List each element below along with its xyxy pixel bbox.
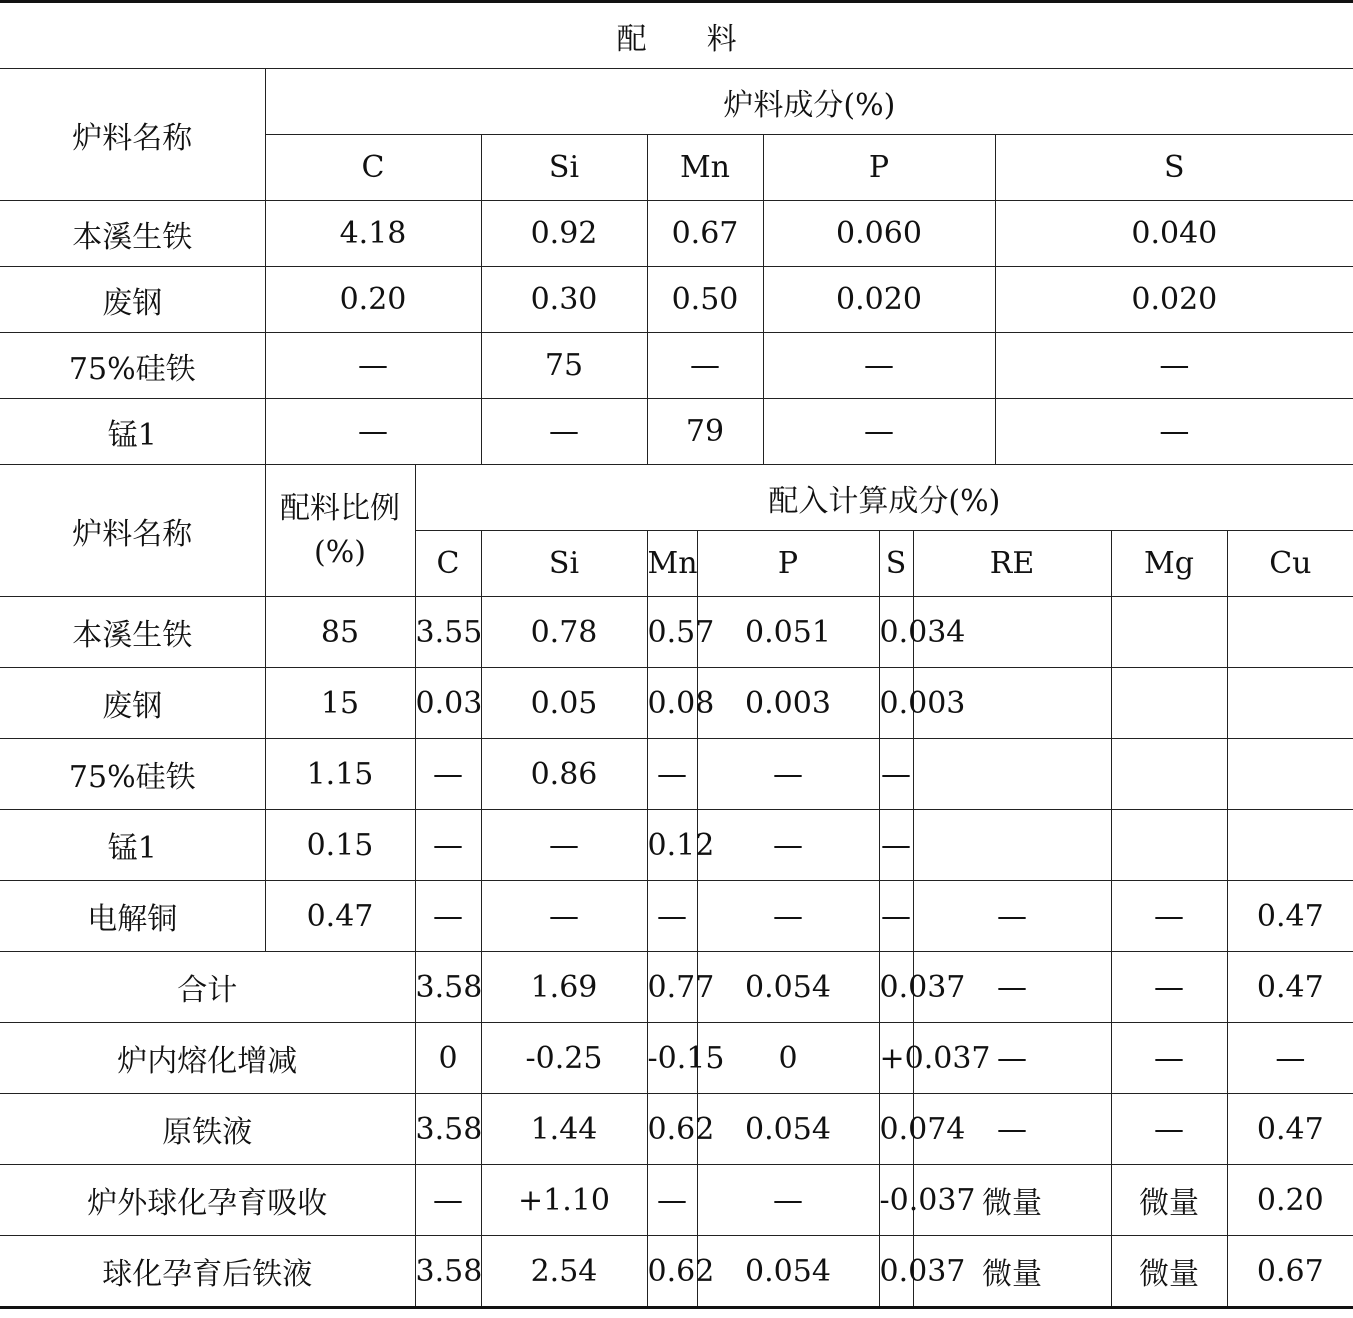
summary-row [0, 1165, 1353, 1236]
summary-cell: 3.58 [415, 1094, 481, 1165]
lower-row-ratio: 85 [265, 597, 415, 668]
upper-row-name: 废钢 [0, 267, 265, 333]
lower-col-p: P [697, 531, 879, 597]
summary-cell: -0.25 [481, 1023, 647, 1094]
summary-cell: — [697, 1165, 879, 1236]
lower-cell: — [481, 881, 647, 952]
summary-label: 球化孕育后铁液 [0, 1236, 415, 1308]
lower-cell: — [697, 881, 879, 952]
summary-cell: 3.58 [415, 1236, 481, 1308]
lower-cell [913, 739, 1111, 810]
lower-cell: 0.78 [481, 597, 647, 668]
upper-row [0, 201, 1353, 267]
lower-cell [1227, 739, 1353, 810]
summary-cell: 微量 [913, 1236, 1111, 1308]
lower-col-c: C [415, 531, 481, 597]
summary-cell: 0.054 [697, 1236, 879, 1308]
table-title: 配 料 [0, 2, 1353, 69]
ratio-header-line2: (%) [314, 534, 366, 570]
summary-cell: 微量 [1111, 1165, 1227, 1236]
lower-cell: — [879, 810, 913, 881]
summary-cell: 0 [415, 1023, 481, 1094]
summary-cell: — [913, 952, 1111, 1023]
lower-row [0, 597, 1353, 668]
summary-cell: 3.58 [415, 952, 481, 1023]
summary-cell: 0.054 [697, 1094, 879, 1165]
summary-cell: 2.54 [481, 1236, 647, 1308]
summary-cell: — [1227, 1023, 1353, 1094]
upper-cell: 0.30 [481, 267, 647, 333]
lower-col-mn: Mn [647, 531, 697, 597]
summary-cell: 0.67 [1227, 1236, 1353, 1308]
upper-col-si: Si [481, 135, 647, 201]
lower-cell: 0.47 [1227, 881, 1353, 952]
upper-cell: — [763, 399, 995, 465]
summary-cell: 1.44 [481, 1094, 647, 1165]
upper-cell: 0.020 [763, 267, 995, 333]
lower-cell: — [415, 810, 481, 881]
upper-cell: — [481, 399, 647, 465]
summary-cell: 0.62 [647, 1236, 697, 1308]
upper-col-c: C [265, 135, 481, 201]
lower-row-name: 电解铜 [0, 881, 265, 952]
summary-cell: 0.62 [647, 1094, 697, 1165]
lower-row-name: 锰1 [0, 810, 265, 881]
ratio-header [265, 465, 415, 597]
summary-cell: — [913, 1094, 1111, 1165]
upper-cell: — [647, 333, 763, 399]
lower-row-ratio: 0.15 [265, 810, 415, 881]
summary-cell: — [415, 1165, 481, 1236]
lower-cell [1111, 597, 1227, 668]
lower-cell [1227, 668, 1353, 739]
upper-row-name: 75%硅铁 [0, 333, 265, 399]
upper-cell: 0.67 [647, 201, 763, 267]
lower-col-cu: Cu [1227, 531, 1353, 597]
lower-name-header: 炉料名称 [0, 465, 265, 597]
summary-cell: 0 [697, 1023, 879, 1094]
lower-cell: 0.86 [481, 739, 647, 810]
summary-label: 炉内熔化增减 [0, 1023, 415, 1094]
summary-cell: -0.037 [879, 1165, 913, 1236]
upper-group-header: 炉料成分(%) [265, 69, 1353, 135]
summary-cell: 1.69 [481, 952, 647, 1023]
lower-cell: — [879, 739, 913, 810]
summary-label: 原铁液 [0, 1094, 415, 1165]
lower-row-name: 75%硅铁 [0, 739, 265, 810]
upper-cell: 4.18 [265, 201, 481, 267]
upper-cell: 79 [647, 399, 763, 465]
lower-cell: 0.034 [879, 597, 913, 668]
lower-cell: — [697, 810, 879, 881]
upper-row [0, 267, 1353, 333]
summary-cell: 0.037 [879, 952, 913, 1023]
lower-cell: 0.57 [647, 597, 697, 668]
summary-cell: — [1111, 1023, 1227, 1094]
lower-col-mg: Mg [1111, 531, 1227, 597]
summary-row [0, 1236, 1353, 1308]
upper-cell: 0.020 [995, 267, 1353, 333]
summary-cell: — [913, 1023, 1111, 1094]
upper-col-mn: Mn [647, 135, 763, 201]
summary-cell: 0.20 [1227, 1165, 1353, 1236]
lower-cell [1227, 597, 1353, 668]
lower-cell: 0.12 [647, 810, 697, 881]
summary-cell: 0.074 [879, 1094, 913, 1165]
lower-row-name: 本溪生铁 [0, 597, 265, 668]
upper-cell: — [265, 333, 481, 399]
summary-row [0, 1023, 1353, 1094]
upper-cell: 0.060 [763, 201, 995, 267]
lower-cell [913, 810, 1111, 881]
upper-cell: 0.20 [265, 267, 481, 333]
lower-row-name: 废钢 [0, 668, 265, 739]
lower-col-si: Si [481, 531, 647, 597]
lower-cell: 0.003 [879, 668, 913, 739]
lower-row-ratio: 1.15 [265, 739, 415, 810]
lower-cell: — [1111, 881, 1227, 952]
lower-cell: — [481, 810, 647, 881]
lower-col-s: S [879, 531, 913, 597]
summary-label: 炉外球化孕育吸收 [0, 1165, 415, 1236]
lower-col-re: RE [913, 531, 1111, 597]
lower-cell: 0.051 [697, 597, 879, 668]
upper-col-s: S [995, 135, 1353, 201]
upper-cell: — [265, 399, 481, 465]
summary-label: 合计 [0, 952, 415, 1023]
lower-cell [1111, 810, 1227, 881]
lower-cell: 3.55 [415, 597, 481, 668]
lower-group-header: 配入计算成分(%) [415, 465, 1353, 531]
lower-cell [1227, 810, 1353, 881]
lower-row-ratio: 15 [265, 668, 415, 739]
lower-cell: — [647, 881, 697, 952]
summary-cell: 0.054 [697, 952, 879, 1023]
summary-cell: 0.47 [1227, 952, 1353, 1023]
upper-cell: — [763, 333, 995, 399]
ratio-header-line1: 配料比例 [280, 491, 400, 526]
summary-cell: +0.037 [879, 1023, 913, 1094]
upper-cell: — [995, 399, 1353, 465]
summary-cell: — [1111, 952, 1227, 1023]
lower-cell: — [647, 739, 697, 810]
upper-cell: 0.50 [647, 267, 763, 333]
lower-cell [1111, 739, 1227, 810]
upper-row-name: 锰1 [0, 399, 265, 465]
summary-cell: — [647, 1165, 697, 1236]
summary-cell: -0.15 [647, 1023, 697, 1094]
upper-row-name: 本溪生铁 [0, 201, 265, 267]
upper-cell: — [995, 333, 1353, 399]
lower-cell: — [879, 881, 913, 952]
lower-cell: — [913, 881, 1111, 952]
summary-row [0, 1094, 1353, 1165]
upper-cell: 75 [481, 333, 647, 399]
summary-row [0, 952, 1353, 1023]
lower-row [0, 881, 1353, 952]
lower-cell: 0.05 [481, 668, 647, 739]
summary-cell: 0.77 [647, 952, 697, 1023]
lower-cell: — [697, 739, 879, 810]
summary-cell: — [1111, 1094, 1227, 1165]
summary-cell: 0.037 [879, 1236, 913, 1308]
summary-cell: 微量 [913, 1165, 1111, 1236]
lower-cell: 0.03 [415, 668, 481, 739]
lower-cell: — [415, 739, 481, 810]
upper-cell: 0.040 [995, 201, 1353, 267]
lower-row [0, 810, 1353, 881]
upper-row [0, 399, 1353, 465]
lower-cell: 0.003 [697, 668, 879, 739]
lower-cell [1111, 668, 1227, 739]
summary-cell: 微量 [1111, 1236, 1227, 1308]
lower-row [0, 739, 1353, 810]
summary-cell: 0.47 [1227, 1094, 1353, 1165]
upper-col-p: P [763, 135, 995, 201]
lower-cell: 0.08 [647, 668, 697, 739]
upper-cell: 0.92 [481, 201, 647, 267]
upper-name-header: 炉料名称 [0, 69, 265, 201]
lower-cell: — [415, 881, 481, 952]
lower-row-ratio: 0.47 [265, 881, 415, 952]
upper-row [0, 333, 1353, 399]
lower-row [0, 668, 1353, 739]
summary-cell: +1.10 [481, 1165, 647, 1236]
